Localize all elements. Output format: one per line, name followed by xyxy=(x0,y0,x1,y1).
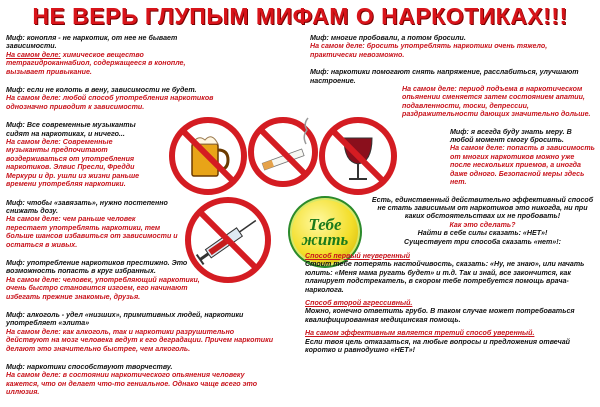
fact-body: в состоянии наркотического опьянения человеку кажется, что он делает что-то гениальное. Однако чаще всего это иллюзия. xyxy=(6,371,258,397)
way2-title: Способ второй агрессивный. xyxy=(305,298,413,307)
syringe-ban-icon xyxy=(188,200,268,280)
fact-text xyxy=(450,144,595,186)
fact-lead: На самом деле: xyxy=(6,94,61,103)
myth-text: Миф: многие пробовали, а потом бросили. xyxy=(310,34,466,42)
fact-lead: На самом деле: xyxy=(450,144,505,153)
fact-lead: На самом деле: xyxy=(310,42,365,51)
myth-block xyxy=(310,68,595,118)
myth-text: Миф: наркотики способствуют творчеству. xyxy=(6,363,173,371)
fact-body: Современные музыканты предпочитают воздерживаться от употребления наркотиков. Элвис Пресли, Фредди Меркури и др. ушли из жизни раньше времени употребляя наркотики. xyxy=(6,138,140,189)
myth-block xyxy=(310,34,595,59)
way-block xyxy=(305,299,595,324)
myth-block xyxy=(6,121,156,188)
fact-text xyxy=(310,85,595,119)
way-block xyxy=(305,252,595,294)
myth-text: Миф: если не колоть в вену, зависимости не будет. xyxy=(6,86,197,95)
right-column xyxy=(305,34,595,354)
way3-title: На самом эффективным является третий способ уверенный. xyxy=(305,329,535,338)
myth-block xyxy=(310,128,595,187)
beer-ban-icon xyxy=(172,120,244,192)
fact-body: любой способ употребления наркотиков однозначно приводит к зависимости. xyxy=(6,94,214,111)
fact-body: человек, употребляющий наркотики, очень быстро становится изгоем, его начинают избегать прежние знакомые, друзья. xyxy=(6,275,200,301)
myth-text: Миф: чтобы «завязать», нужно постепенно снижать дозу. xyxy=(6,198,168,215)
fact-text xyxy=(6,328,276,353)
fact-text xyxy=(6,215,178,249)
fact-text xyxy=(6,94,221,111)
find-strength-text: Найти в себе силы сказать: «НЕТ»! xyxy=(417,229,548,238)
way3-text: Если твоя цель отказаться, на любые вопросы и предложения отвечай коротко и равнодушно «НЕТ»! xyxy=(305,337,570,354)
myth-text: Миф: конопля - не наркотик, от нее не бывает зависимости. xyxy=(6,34,178,51)
way-block xyxy=(305,329,595,354)
fact-lead: На самом деле: xyxy=(6,138,61,147)
way1-title: Способ первый неуверенный xyxy=(305,251,411,260)
fact-lead: На самом деле: xyxy=(402,85,457,94)
myth-text: Миф: Все современные музыканты сидят на наркотиках, и ничего... xyxy=(6,121,136,138)
fact-body: период подъема в наркотическом опьянении сменяется затем состоянием апатии, подавленности, тоски, депрессии, раздражительности дающих значительно дольше. xyxy=(402,85,591,119)
badge-line-2: жить xyxy=(301,230,349,249)
page-title: НЕ ВЕРЬ ГЛУПЫМ МИФАМ О НАРКОТИКАХ!!! xyxy=(32,3,568,29)
fact-text xyxy=(6,371,276,396)
fact-body: как алкоголь, так и наркотики разрушительно действуют на мозг человека ведут к его деградации. Причем наркотики делают это значительно быстрее, чем алкоголь. xyxy=(6,327,274,353)
fact-lead: На самом деле: xyxy=(6,275,61,284)
myth-block xyxy=(6,363,276,397)
how-to-text: Как это сделать? xyxy=(449,220,516,229)
fact-text xyxy=(6,51,221,76)
fact-text xyxy=(310,42,595,59)
advice-block xyxy=(310,196,595,246)
fact-body: химическое вещество тетрагидроканнабиол, содержащееся в конопле, вызывает привыкание. xyxy=(6,50,186,76)
fact-lead: На самом деле: xyxy=(6,327,61,336)
myth-text: Миф: наркотики помогают снять напряжение, расслабиться, улучшают настроение. xyxy=(310,68,579,85)
three-ways-text: Существует три способа сказать «нет»!: xyxy=(404,237,561,246)
fact-body: чем раньше человек перестает употреблять наркотики, тем больше шансов избавиться от зависимости и остаться в живых. xyxy=(6,215,178,249)
fact-body: попасть в зависимость от многих наркотиков можно уже после нескольких приемов, а иногда даже одного. Безопасной меры здесь нет. xyxy=(450,144,595,187)
cigarette-ban-icon xyxy=(251,118,315,184)
myth-block xyxy=(6,34,221,76)
myth-block xyxy=(6,86,221,111)
myth-text: Миф: алкоголь - удел «низших», примитивных людей, наркотики употребляет «элита» xyxy=(6,310,244,328)
myth-block xyxy=(6,199,178,249)
fact-lead: На самом деле: xyxy=(6,371,61,380)
fact-text xyxy=(6,138,156,188)
way2-text: Можно, конечно ответить грубо. В таком случае может потребоваться квалифицированная медицинская помощь. xyxy=(305,307,575,324)
myth-text: Миф: употребление наркотиков престижно. Это возможность попасть в круг избранных. xyxy=(6,258,188,276)
fact-body: бросить употреблять наркотики очень тяжело, практически невозможно. xyxy=(310,42,548,59)
fact-lead: На самом деле: xyxy=(6,215,61,224)
way1-text: Стоит тебе потерять настойчивость, сказать: «Ну, не знаю», или начать юлить: «Меня мама ругать будет» и т.д. Так и знай, все закончится, как планирует подстрекатель, в скором тебе потребуется помощь врача-нарколога. xyxy=(305,260,585,294)
myth-block xyxy=(6,311,276,353)
myth-text: Миф: я всегда буду знать меру. В любой момент смогу бросить. xyxy=(450,127,572,145)
badge-line-1: Тебе xyxy=(308,215,342,234)
only-way-text: Есть, единственный действительно эффективный способ не стать зависимым от наркотиков это никогда, ни при каких обстоятельствах их не пробовать! xyxy=(371,195,594,221)
fact-lead: На самом деле: xyxy=(6,50,61,59)
